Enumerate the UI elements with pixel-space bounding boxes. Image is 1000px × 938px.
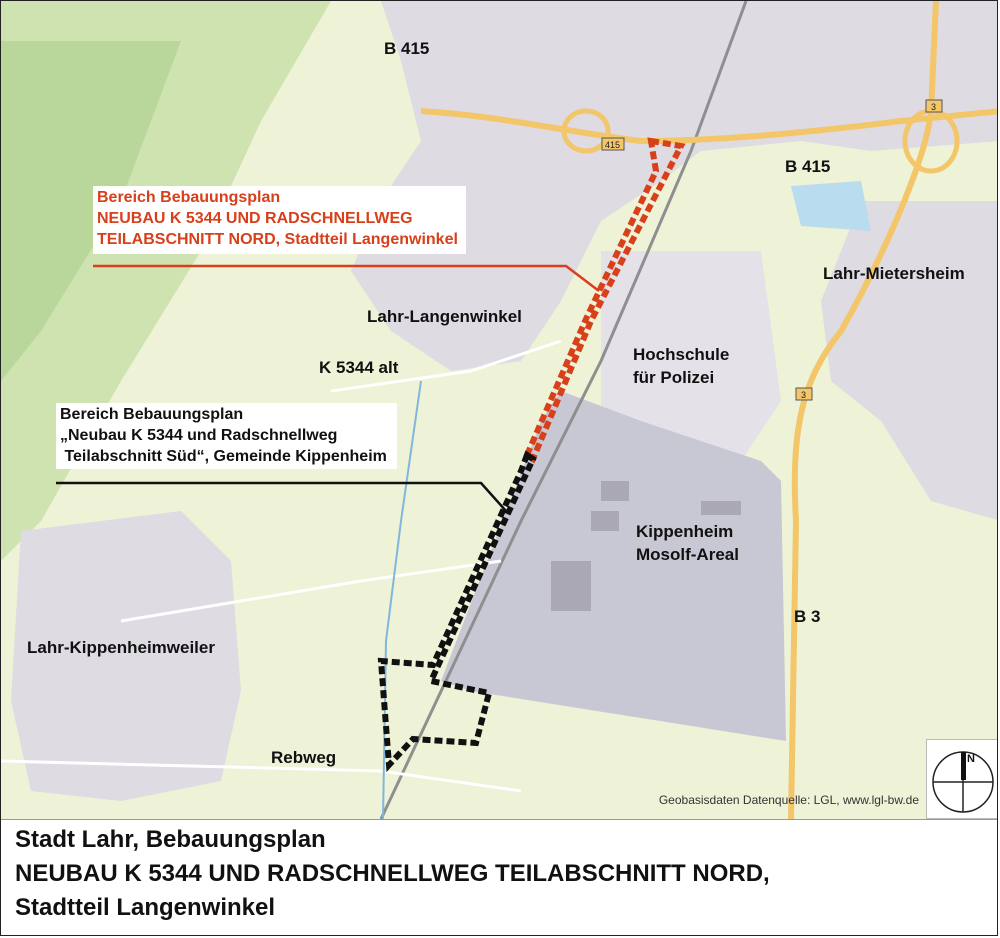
callout-sued-line1: Bereich Bebauungsplan: [60, 406, 244, 423]
building: [701, 501, 741, 515]
callout-sued: [56, 403, 397, 469]
caption-line2: NEUBAU K 5344 UND RADSCHNELLWEG TEILABSCHNITT NORD,: [15, 860, 770, 887]
compass-icon: [927, 740, 998, 818]
building: [551, 561, 591, 611]
label-b3: B 3: [794, 607, 821, 626]
building: [601, 481, 629, 501]
caption-line3: Stadtteil Langenwinkel: [15, 894, 276, 921]
label-rebweg: Rebweg: [271, 748, 337, 767]
compass-north-label: N: [967, 753, 975, 765]
label-b415-north: B 415: [384, 39, 430, 58]
shield-b3-upper-text: 3: [931, 102, 937, 112]
label-lahr-langenwinkel: Lahr-Langenwinkel: [367, 307, 522, 326]
label-hochschule-2: für Polizei: [633, 368, 715, 387]
callout-nord: [93, 186, 466, 254]
lake: [791, 181, 871, 231]
label-hochschule-1: Hochschule: [633, 345, 730, 364]
callout-nord-line2: NEUBAU K 5344 UND RADSCHNELLWEG: [97, 209, 413, 227]
label-kippenheim-1: Kippenheim: [636, 522, 734, 541]
label-kippenheim-2: Mosolf-Areal: [636, 545, 739, 564]
label-lahr-mietersheim: Lahr-Mietersheim: [823, 264, 965, 283]
callout-sued-line2: „Neubau K 5344 und Radschnellweg: [60, 426, 338, 444]
compass: [926, 739, 998, 819]
shield-b415-text: 415: [605, 140, 621, 150]
label-b415-east: B 415: [785, 157, 831, 176]
caption: [1, 819, 998, 936]
label-k5344-alt: K 5344 alt: [319, 358, 399, 377]
callout-sued-line3: Teilabschnitt Süd“, Gemeinde Kippenheim: [60, 447, 387, 465]
caption-line1: Stadt Lahr, Bebauungsplan: [15, 826, 326, 853]
callout-nord-line1: Bereich Bebauungsplan: [97, 189, 281, 206]
label-lahr-kippenheimweiler: Lahr-Kippenheimweiler: [27, 638, 215, 657]
data-source-credit: Geobasisdaten Datenquelle: LGL, www.lgl-bw.de: [658, 793, 919, 807]
callout-nord-line3: TEILABSCHNITT NORD, Stadtteil Langenwinkel: [97, 230, 458, 248]
shield-b3-lower-text: 3: [801, 390, 807, 400]
building: [591, 511, 619, 531]
